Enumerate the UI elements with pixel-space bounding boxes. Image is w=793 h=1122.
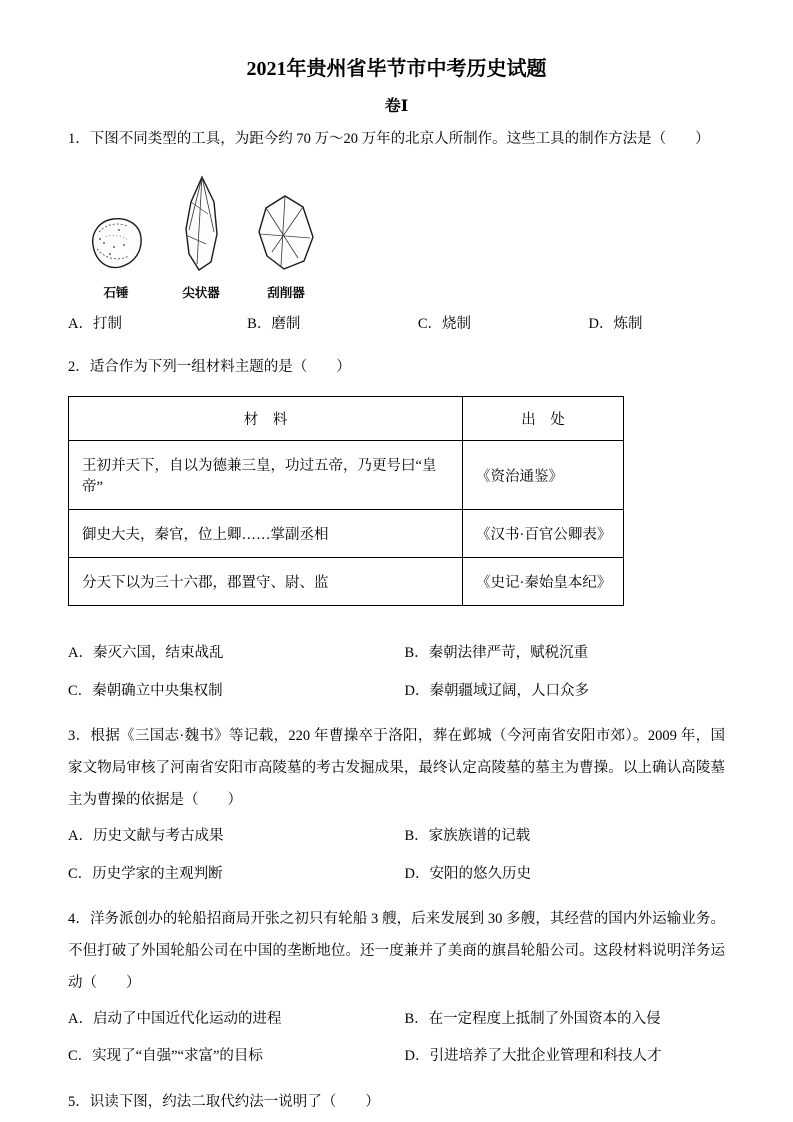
section-heading: 卷Ⅰ: [384, 98, 409, 115]
table-header-material: 材 料: [69, 397, 463, 441]
table-header-row: [69, 397, 624, 441]
question-2: [68, 352, 725, 705]
question-3-stem: 3．根据《三国志·魏书》等记载，220 年曹操卒于洛阳，葬在邺城（今河南省安阳市郊）。2009 年，国家文物局审核了河南省安阳市高陵墓的考古发掘成果，最终认定高陵墓的墓主为曹操。以上确认高陵墓主为曹操的依据是（ ）: [68, 728, 725, 809]
table-cell-source: 《汉书·百官公卿表》: [463, 510, 624, 558]
question-4-options: [68, 1006, 725, 1071]
material-source-table: [68, 396, 624, 606]
figure-stone-hammer: [84, 212, 148, 301]
q3-option-b: B．家族族谱的记载: [404, 828, 531, 845]
pointed-tool-icon: [178, 174, 224, 274]
table-cell-material: 御史大夫，秦官，位上卿……掌副丞相: [69, 510, 463, 558]
question-2-stem: 2．适合作为下列一组材料主题的是（ ）: [68, 359, 351, 376]
q1-option-a: A．打制: [68, 315, 122, 332]
figure-caption-scraper: 刮削器: [267, 285, 305, 300]
q2-option-d: D．秦朝疆域辽阔，人口众多: [404, 682, 589, 699]
q2-option-c: C．秦朝确立中央集权制: [68, 682, 223, 699]
q4-option-d: D．引进培养了大批企业管理和科技人才: [404, 1048, 662, 1065]
figure-caption-stone-hammer: 石锤: [103, 285, 129, 300]
question-5-stem: 5．识读下图，约法二取代约法一说明了（ ）: [68, 1093, 380, 1110]
q1-option-d: D．炼制: [588, 315, 643, 332]
figure-scraper: [254, 192, 318, 301]
table-header-source: 出 处: [463, 397, 624, 441]
question-5: [68, 1087, 725, 1119]
table-row: [69, 441, 624, 510]
figure-caption-pointed-tool: 尖状器: [182, 285, 220, 300]
table-cell-material: 分天下以为三十六郡，郡置守、尉、监: [69, 558, 463, 606]
q4-option-c: C．实现了“自强”“求富”的目标: [68, 1048, 263, 1065]
page-title: 2021年贵州省毕节市中考历史试题: [246, 58, 547, 80]
table-cell-source: 《史记·秦始皇本纪》: [463, 558, 624, 606]
stone-hammer-icon: [84, 212, 148, 274]
q3-option-c: C．历史学家的主观判断: [68, 865, 223, 882]
question-4: [68, 904, 725, 1071]
q1-option-b: B．磨制: [247, 315, 301, 332]
figure-pointed-tool: [178, 174, 224, 301]
scraper-icon: [254, 192, 318, 274]
question-1-stem: 1．下图不同类型的工具，为距今约 70 万～20 万年的北京人所制作。这些工具的制作方法是（ ）: [68, 131, 710, 147]
question-1-options: [68, 311, 725, 339]
table-row: [69, 558, 624, 606]
q2-option-b: B．秦朝法律严苛，赋税沉重: [404, 645, 589, 662]
q2-option-a: A．秦灭六国，结束战乱: [68, 645, 224, 662]
q4-option-a: A．启动了中国近代化运动的进程: [68, 1010, 282, 1027]
q3-option-a: A．历史文献与考古成果: [68, 828, 224, 845]
table-row: [69, 510, 624, 558]
table-cell-source: 《资治通鉴》: [463, 441, 624, 510]
question-2-options: [68, 640, 725, 705]
table-cell-material: 王初并天下，自以为德兼三皇，功过五帝，乃更号曰“皇帝”: [69, 441, 463, 510]
question-1-figure: [84, 174, 725, 301]
question-1: [68, 124, 725, 338]
question-4-stem: 4．洋务派创办的轮船招商局开张之初只有轮船 3 艘，后来发展到 30 多艘，其经营的国内外运输业务。不但打破了外国轮船公司在中国的垄断地位。还一度兼并了美商的旗昌轮船公司。这段材料说明洋务运动（ ）: [68, 911, 725, 991]
q3-option-d: D．安阳的悠久历史: [404, 865, 531, 882]
question-3-options: [68, 823, 725, 888]
question-3: [68, 721, 725, 888]
q1-option-c: C．烧制: [417, 315, 471, 332]
q4-option-b: B．在一定程度上抵制了外国资本的入侵: [404, 1010, 661, 1027]
